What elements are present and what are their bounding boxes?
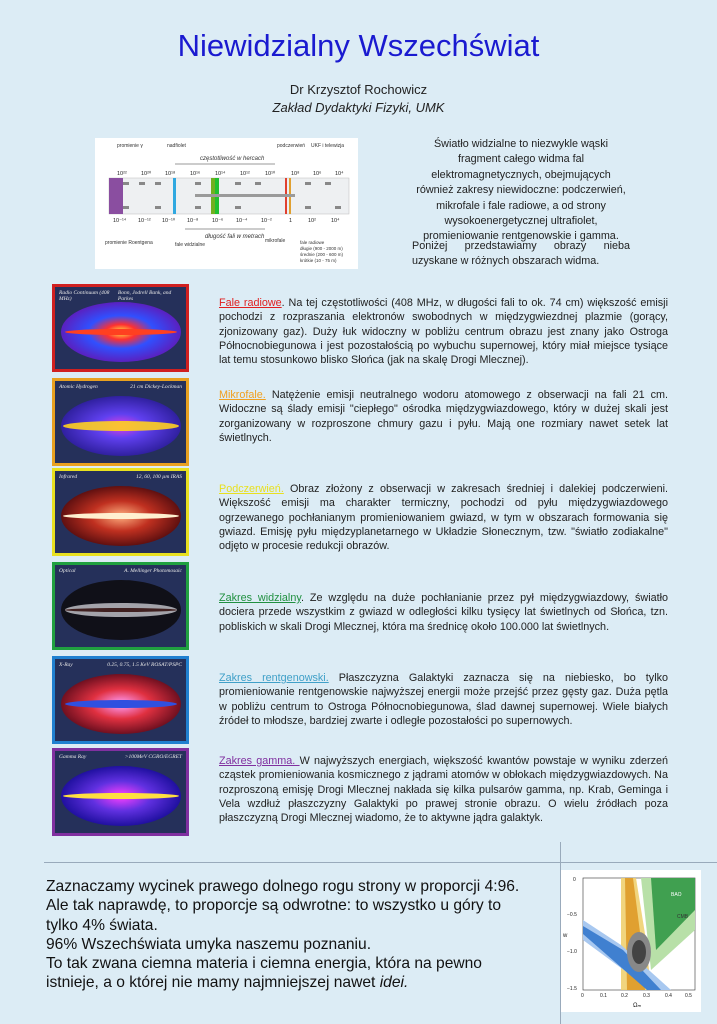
svg-text:10⁻⁴: 10⁻⁴ [236,218,248,224]
skymap-hydrogen: Atomic Hydrogen 21 cm Dickey-Lockman [52,378,189,466]
label-uv: nadfiolet [167,143,186,149]
svg-text:10⁶: 10⁶ [313,171,322,177]
svg-text:10²⁰: 10²⁰ [141,171,152,177]
cosmology-plot [561,870,701,1012]
label-ir: podczerwień [277,143,306,149]
skymap-gamma: Gamma Ray >100MeV CGRO/EGRET [52,748,189,836]
section-gamma: Zakres gamma. W najwyższych energiach, większość kwantów powstaje w wyniku zderzeń cząstek promieniowania kosmicznego z jądrami atomów w obłokach międzygwiazdowych. Na rozproszoną emisję Drogi Mlecznej nakłada się kilka pulsarów gamma, np. Krab, Geminga i Vela wzdłuż płaszczyzny Galaktyki po prawej stronie obrazu. O wielu źródłach poza płaszczyzną Drogi Mlecznej wiadomo, że to aktywne jądra galaktyk. [219,755,668,825]
svg-text:10⁻¹⁰: 10⁻¹⁰ [162,218,176,224]
wave-ticks [113,217,340,224]
emphasis-idei: idei. [379,974,409,992]
section-heading: Zakres gamma. [219,755,300,767]
wave-axis-label: długość fali w metrach [205,234,265,240]
svg-text:10⁴: 10⁴ [331,218,340,224]
section-heading: Zakres widzialny [219,592,301,604]
svg-text:0.5: 0.5 [685,993,692,999]
svg-text:10⁻¹⁴: 10⁻¹⁴ [113,218,127,224]
section-heading: Mikrofale. [219,389,266,401]
svg-text:0: 0 [573,877,576,883]
svg-text:0.3: 0.3 [643,993,650,999]
svg-text:−1.0: −1.0 [567,949,577,955]
section-radio: Fale radiowe. Na tej częstotliwości (408 MHz, w długości fali to ok. 74 cm) większość emisji pochodzi z rozpraszania elektronów swobodnych w międzygwiezdnej plazmie (gorący, zjonizowany gaz). Duży łuk widoczny w pobliżu centrum obrazu jest znany jako Ostroga Północnobiegunowa i jest pozostałością po wybuchu supernowej, który miał miejsce tysiące lat temu stosunkowo blisko Słońca (jak na skalę Drogi Mlecznej). [219,297,668,367]
skymap-optical: Optical A. Mellinger Photomosaic [52,562,189,650]
skymap-xray: X-Ray 0.25, 0.75, 1.5 KeV ROSAT/PSPC [52,656,189,744]
y-ticks [567,877,577,992]
label-gamma: promienie γ [117,143,143,149]
svg-text:10¹⁴: 10¹⁴ [215,171,226,177]
y-axis-label: w [563,933,568,939]
svg-text:długie (900 - 2000 m): długie (900 - 2000 m) [300,246,343,251]
label-xray: promienie Roentgena [105,240,153,246]
svg-text:10¹⁸: 10¹⁸ [165,171,176,177]
x-axis-label: Ωₘ [633,1003,642,1009]
section-heading: Fale radiowe [219,297,282,309]
svg-text:10⁴: 10⁴ [335,171,344,177]
label-sne: SNe [661,972,671,978]
label-microwave: mikrofale [265,238,286,244]
label-visible: fale widzialne [175,242,206,248]
label-cmb: CMB [677,914,689,920]
svg-text:krótkie (10 - 75 m): krótkie (10 - 75 m) [300,258,337,263]
svg-text:10¹⁰: 10¹⁰ [265,171,276,177]
skymap-infrared: Infrared 12, 60, 100 µm IRAS [52,468,189,556]
svg-text:0.1: 0.1 [600,993,607,999]
intro-text: Światło widzialne to niezwykle wąski fragment całego widma fal elektromagnetycznych, obejmujących również zakresy niewidoczne: podczerwień, mikrofale i fale radiowe, a od strony wysokoenergetycznej ultrafiolet, promieniowanie rentgenowskie i gamma. [416,138,626,243]
label-bao: BAO [671,892,682,898]
svg-text:−1.5: −1.5 [567,986,577,992]
affiliation: Zakład Dydaktyki Fizyki, UMK [272,100,445,115]
svg-text:10¹⁶: 10¹⁶ [190,171,201,177]
svg-text:0: 0 [581,993,584,999]
section-xray: Zakres rentgenowski. Płaszczyzna Galaktyki zaznacza się na niebiesko, bo tylko promieniowanie rentgenowskie najwyższej energii może przejść przez gęsty gaz. Duża pętla w pobliżu centrum to Ostroga Północnobiegunowa, ślad dawnej supernowej. Wiele białych źródeł to młodsze, bardziej zwarte i odległe pozostałości po supernowych. [219,672,668,727]
section-heading: Podczerwień. [219,483,284,495]
spectrum-diagram [95,138,358,269]
svg-text:10¹²: 10¹² [240,171,250,177]
svg-text:−0.5: −0.5 [567,912,577,918]
svg-text:10⁻²: 10⁻² [261,218,272,224]
svg-text:10⁻⁶: 10⁻⁶ [212,218,224,224]
svg-text:średnie (200 - 600 m): średnie (200 - 600 m) [300,252,344,257]
svg-text:0.4: 0.4 [665,993,672,999]
svg-text:10⁸: 10⁸ [291,171,300,177]
skymap-radio: Radio Continuum (408 MHz) Bonn, Jodrell Bank, and Parkes [52,284,189,372]
section-infrared: Podczerwień. Obraz złożony z obserwacji w zakresach średniej i dalekiej podczerwieni. Większość emisji ma charakter termiczny, pochodzi od pyłu międzygwiazdowego ogrzewanego pochłanianym promieniowaniem gwiazd, w tym w obszarach formowania się gwiazd. Emisję pyłu międzyplanetarnego w Układzie Słonecznym, tzw. "światło zodiakalne" odjęto w procesie redukcji obrazów. [219,483,668,553]
section-microwave: Mikrofale. Natężenie emisji neutralnego wodoru atomowego z obserwacji na fali 21 cm. Widoczne są ślady emisji "ciepłego" ośrodka międzygwiazdowego, który w dużej skali jest zorganizowany w rozproszone chmury gazu i pyłu. Mają one rozmiary nawet setek lat świetlnych. [219,389,668,444]
svg-text:10²: 10² [308,218,316,224]
intro-text-2: Poniżej przedstawiamy obrazy nieba uzyskane w różnych obszarach widma. [412,240,630,268]
x-ticks [581,993,692,999]
section-heading: Zakres rentgenowski. [219,672,329,684]
svg-text:10²²: 10²² [117,171,127,177]
svg-text:10⁻⁸: 10⁻⁸ [187,218,199,224]
page-title: Niewidzialny Wszechświat [177,28,540,63]
closing-text: Zaznaczamy wycinek prawego dolnego rogu strony w proporcji 4:96. Ale tak naprawdę, to proporcje są odwrotne: to wszystko u góry to tylko 4% świata. 96% Wszechświata umyka naszemu poznaniu. To tak zwana ciemna materia i ciemna energia, która na pewno istnieje, a o której nie mamy najmniejszej nawet idei. [46,878,520,992]
svg-text:1: 1 [289,218,293,224]
label-ukf: UKF i telewizja [311,143,345,149]
section-visible: Zakres widzialny. Ze względu na duże pochłanianie przez pył międzygwiazdowy, światło dociera przede wszystkim z gwiazd w odległości kilku tysięcy lat świetlnych od Słońca, tzn. pobliskich w skali Drogi Mlecznej, która ma średnicę około 100.000 lat świetlnych. [219,592,668,633]
label-radio: fale radiowe [300,240,325,245]
author: Dr Krzysztof Rochowicz [289,82,428,97]
svg-text:10⁻¹²: 10⁻¹² [138,218,151,224]
freq-ticks [117,170,344,177]
freq-axis-label: częstotliwość w hercach [200,156,265,162]
svg-text:0.2: 0.2 [621,993,628,999]
divider [44,862,717,863]
